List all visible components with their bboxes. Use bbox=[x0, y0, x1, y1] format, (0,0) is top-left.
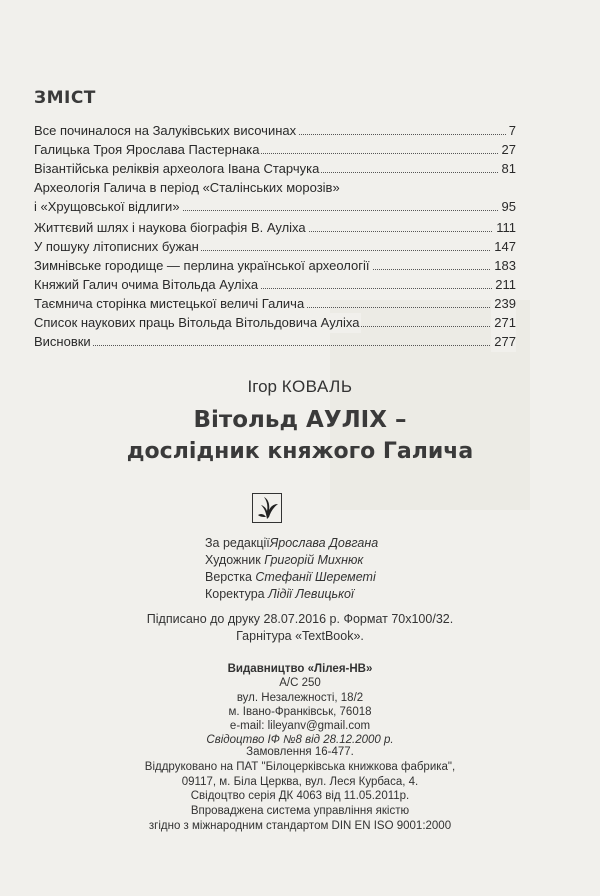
quality-system-line1: Впроваджена система управління якістю bbox=[190, 805, 410, 818]
print-signature-info: Підписано до друку 28.07.2016 р. Формат 70х100/32. Гарнітура «TextBook». bbox=[146, 612, 454, 643]
author-first-name: Ігор bbox=[247, 377, 277, 396]
printer-certificate: Свідоцтво серія ДК 4063 від 11.05.2011р. bbox=[190, 790, 410, 803]
toc-entry bbox=[34, 256, 516, 276]
printing-info bbox=[0, 745, 600, 834]
toc-entry-title: Археологія Галича в період «Сталінських морозів» bbox=[34, 180, 340, 195]
toc-entry bbox=[34, 237, 516, 257]
credit-layout: Верстка Стефанії Шереметі bbox=[205, 570, 376, 584]
publisher-name: Видавництво «Лілея-НВ» bbox=[227, 663, 373, 675]
publisher-info bbox=[0, 662, 600, 748]
toc-entry bbox=[34, 275, 516, 295]
publisher-box: А/С 250 bbox=[279, 677, 321, 690]
toc-entry bbox=[34, 218, 516, 238]
toc-entry-title: Галицька Троя Ярослава Пастернака bbox=[34, 140, 261, 160]
publisher-certificate: Свідоцтво ІФ №8 від 28.12.2000 р. bbox=[206, 734, 394, 747]
printer-address: 09117, м. Біла Церква, вул. Леся Курбаса, 4. bbox=[181, 775, 419, 788]
toc-entry bbox=[34, 332, 516, 352]
toc-entry-page: 277 bbox=[491, 332, 516, 352]
toc-entry-page: 239 bbox=[491, 294, 516, 314]
credit-proofreading: Коректура Лідії Левицької bbox=[205, 587, 354, 601]
toc-entry-title: Візантійська реліквія археолога Івана Старчука bbox=[34, 159, 321, 179]
printer-name: Віддруковано на ПАТ "Білоцерківська книжкова фабрика", bbox=[144, 760, 456, 773]
toc-entry bbox=[34, 159, 516, 179]
toc-entry-page: 147 bbox=[491, 237, 516, 257]
toc-entry-title: Список наукових праць Вітольда Вітольдовича Ауліха bbox=[34, 313, 361, 333]
publisher-email: e-mail: lileyanv@gmail.com bbox=[229, 720, 371, 733]
author-last-name: КОВАЛЬ bbox=[281, 377, 353, 396]
toc-entry bbox=[34, 121, 516, 141]
toc-entry-page: 81 bbox=[499, 159, 516, 179]
quality-system-line2: згідно з міжнародним стандартом DIN EN ISO 9001:2000 bbox=[148, 819, 452, 832]
toc-entry-page: 211 bbox=[492, 275, 516, 295]
toc-leader-dots bbox=[34, 345, 516, 346]
toc-entry-title: Таємнича сторінка мистецької величі Галича bbox=[34, 294, 306, 314]
toc-entry-page: 271 bbox=[491, 313, 516, 333]
toc-entry-title: Княжий Галич очима Вітольда Ауліха bbox=[34, 275, 260, 295]
toc-entry bbox=[34, 140, 516, 160]
publisher-lily-logo-icon bbox=[252, 493, 282, 523]
toc-entry-page: 183 bbox=[491, 256, 516, 276]
publisher-city: м. Івано-Франківськ, 76018 bbox=[228, 705, 372, 718]
author-name bbox=[0, 377, 600, 397]
toc-entry-page: 111 bbox=[493, 218, 516, 238]
toc-entry-line1 bbox=[34, 178, 516, 198]
toc-entry-title: Все починалося на Залуківських височинах bbox=[34, 121, 298, 141]
toc-entry-title: У пошуку літописних бужан bbox=[34, 237, 201, 257]
toc-entry bbox=[34, 313, 516, 333]
toc-entry-title-cont: і «Хрущовської відлиги» bbox=[34, 197, 182, 217]
credits-block bbox=[205, 535, 378, 603]
order-number: Замовлення 16-477. bbox=[246, 746, 354, 758]
publisher-street: вул. Незалежності, 18/2 bbox=[236, 691, 364, 704]
toc-entry-title: Висновки bbox=[34, 332, 93, 352]
toc-entry-page: 27 bbox=[499, 140, 516, 160]
book-title-line2: дослідник княжого Галича bbox=[126, 439, 474, 464]
toc-entry bbox=[34, 294, 516, 314]
book-title-line1: Вітольд АУЛІХ – bbox=[193, 407, 407, 433]
credit-artist: Художник Григорій Михнюк bbox=[205, 553, 364, 567]
toc-entry-page: 95 bbox=[499, 197, 516, 217]
credit-editor: За редакціїЯрослава Довгана bbox=[205, 536, 379, 550]
toc-entry-page: 7 bbox=[506, 121, 516, 141]
toc-entry-title: Життєвий шлях і наукова біографія В. Ауліха bbox=[34, 218, 308, 238]
toc-entry bbox=[34, 197, 516, 217]
toc-heading: ЗМІСТ bbox=[34, 88, 96, 108]
toc-entry-title: Зимнівське городище — перлина української археології bbox=[34, 256, 372, 276]
